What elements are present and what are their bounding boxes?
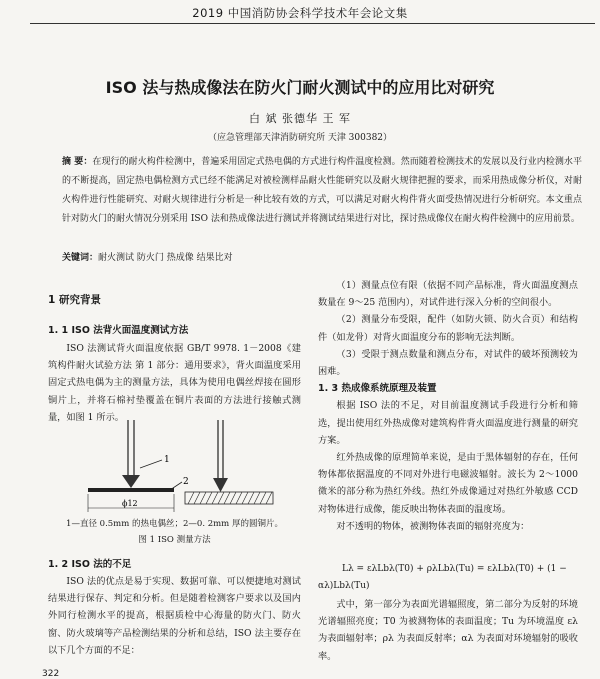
cross-junction xyxy=(213,478,228,492)
section-1-3-paragraph-2: 红外热成像的原理简单来说，是由于黑体辐射的存在，任何物体都依据温度的不同对外进行电磁波辐射。波长为 2～1000 微米的部分称为热红外线。热红外成像通过对热红外敏感 CCD 对物体进行成像，能反映出物体表面的温度场。 xyxy=(318,452,578,515)
figure-label-1: 1 xyxy=(164,455,170,465)
leader-1 xyxy=(140,460,162,468)
header-rule xyxy=(30,23,595,24)
abstract xyxy=(62,153,582,229)
section-1-1-body xyxy=(48,340,301,426)
section-1-2-body xyxy=(48,573,301,659)
hatching xyxy=(188,492,272,504)
figure-1-legend: 1—直径 0.5mm 的热电偶丝；2—0. 2mm 厚的圆铜片。 xyxy=(66,519,283,529)
solder-junction xyxy=(122,475,140,488)
limitation-item-2: （2）测量分布受限，配件（如防火锁、防火合页）和结构件（如龙骨）对背火面温度分布的影响无法判断。 xyxy=(318,314,578,343)
copper-disk xyxy=(88,488,174,492)
section-1-1-heading: 1. 1 ISO 法背火面温度测试方法 xyxy=(48,325,189,336)
paper-title: ISO 法与热成像法在防火门耐火测试中的应用比对研究 xyxy=(105,78,495,97)
keywords-label: 关键词： xyxy=(62,253,99,263)
formula-explanation-paragraph: 式中，第一部分为表面光谱辐照度，第二部分为反射的环境光谱辐照亮度；T0 为被测物体的表面温度；Tu 为环境温度 ελ 为表面辐射率；ρλ 为表面反射率；αλ 为表面对环境辐射的吸收率。 xyxy=(318,599,578,662)
formula-line-1: Lλ = ελLbλ(T0) + ρλLbλ(Tu) = ελLbλ(T0) + (1 − xyxy=(342,564,567,574)
figure-label-2: 2 xyxy=(183,477,189,487)
section-1-3-heading: 1. 3 热成像系统原理及装置 xyxy=(318,383,437,395)
dimension-label: ϕ12 xyxy=(122,499,138,508)
formula-explanation xyxy=(318,596,578,665)
authors: 白 斌 张德华 王 军 xyxy=(249,112,351,125)
keywords xyxy=(62,250,582,263)
leader-2 xyxy=(170,482,182,490)
figure-1-caption: 图 1 ISO 测量方法 xyxy=(138,535,211,545)
affiliation: （应急管理部天津消防研究所 天津 300382） xyxy=(207,133,393,143)
section-1-heading: 1 研究背景 xyxy=(48,294,101,306)
limitation-item-3: （3）受限于测点数量和测点分布，对试件的破坏预测较为困难。 xyxy=(318,348,578,378)
abstract-label: 摘 要： xyxy=(62,157,93,167)
keywords-text: 耐火测试 防火门 热成像 结果比对 xyxy=(98,253,233,263)
page-number: 322 xyxy=(42,669,60,679)
formula-line-2: αλ)Lbλ(Tu) xyxy=(318,581,370,591)
section-1-2-paragraph: ISO 法的优点是易于实现、数据可靠、可以便捷地对测试结果进行保存、判定和分析。但是随着检测客户要求以及国内外同行检测水平的提高，根据质检中心海量的防火门、防火窗、防火玻璃等产品检测结果的分析和总结，ISO 法主要存在以下几个方面的不足： xyxy=(48,576,301,656)
limitation-item-1: （1）测量点位有限（依据不同产品标准，背火面温度测点数量在 9～25 范围内），对试件进行深入分析的空间很小。 xyxy=(318,280,578,309)
running-head: 2019 中国消防协会科学技术年会论文集 xyxy=(192,6,408,20)
right-column-body xyxy=(318,277,578,535)
section-1-1-paragraph: ISO 法测试背火面温度依据 GB/T 9978. 1－2008《建筑构件耐火试验方法 第 1 部分：通用要求》，背火面温度采用固定式热电偶为主的测量方法，具体为使用电偶丝焊接在圆形铜片上，并将石棉衬垫覆盖在铜片表面的方法进行接触式测量，如图 1 所示。 xyxy=(48,343,301,423)
radiance-formula xyxy=(318,561,593,595)
section-1-2-heading: 1. 2 ISO 法的不足 xyxy=(48,559,132,570)
abstract-text: 在现行的耐火构件检测中，普遍采用固定式热电偶的方式进行构件温度检测。然而随着检测技术的发展以及行业内检测水平的不断提高，固定热电偶检测方式已经不能满足对被检测样品耐火性能研究以及耐火规律把握的要求，而采用热成像分析仪，对耐火构件进行性能研究、对耐火规律进行分析是一种比较有效的方式，可以满足对耐火构件背火面受热情况进行分析研究。本文重点针对防火门的耐火情况分别采用 ISO 法和热成像法进行测试并将测试结果进行对比，探讨热成像仪在耐火构件检测中的应用前景。 xyxy=(62,157,582,224)
section-1-3-paragraph-1: 根据 ISO 法的不足，对目前温度测试手段进行分析和筛选，提出使用红外热成像对建筑构件背火面温度进行测量的研究方案。 xyxy=(318,400,578,446)
section-1-3-paragraph-3: 对不透明的物体，被测物体表面的辐射亮度为： xyxy=(336,520,530,532)
figure-1-diagram xyxy=(70,420,280,515)
